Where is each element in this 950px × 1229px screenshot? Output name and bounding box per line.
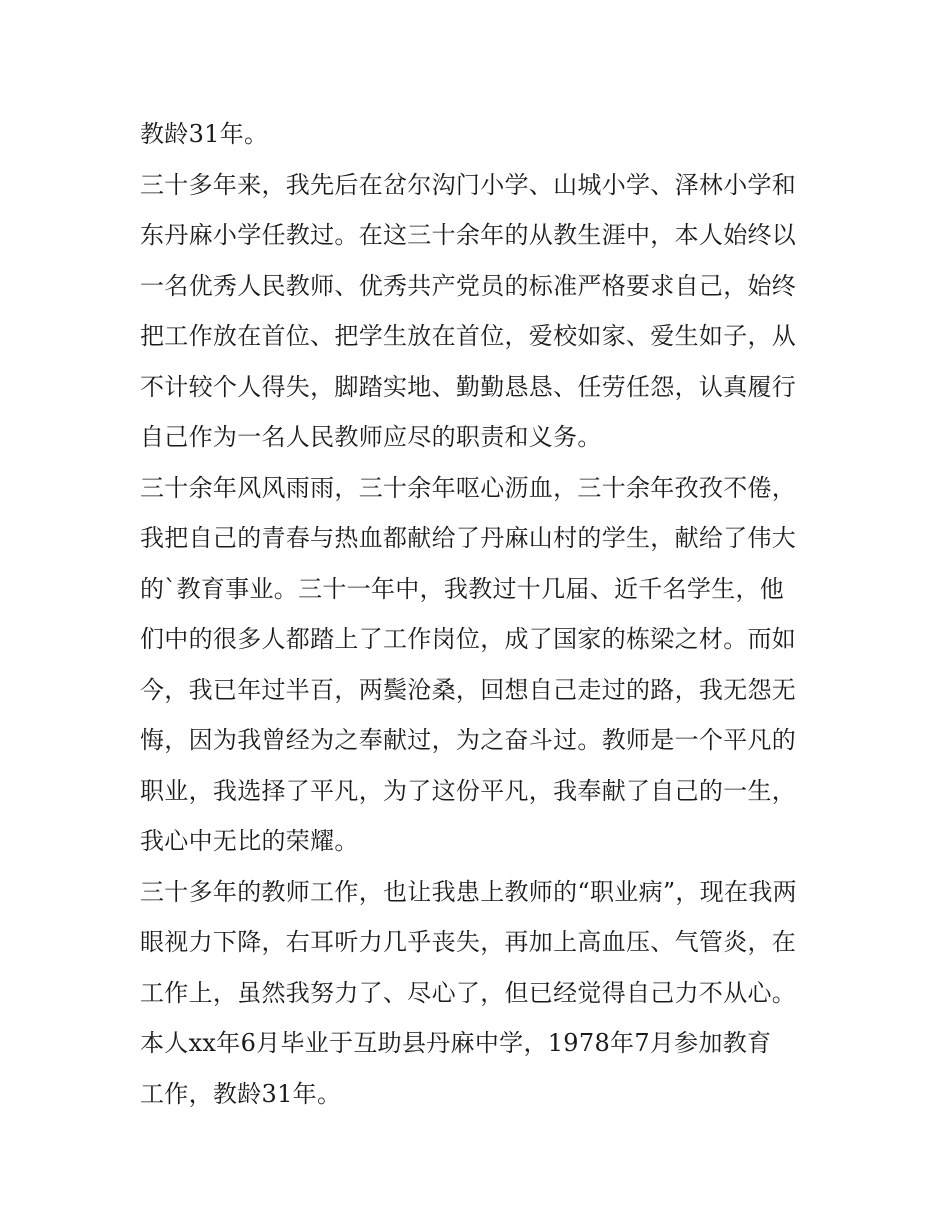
text-line: 工作上，虽然我努力了、尽心了，但已经觉得自己力不从心。 bbox=[140, 978, 797, 1007]
text-line: 不计较个人得失，脚踏实地、勤勤恳恳、任劳任怨，认真履行 bbox=[140, 372, 797, 401]
text-line: 的`教育事业。三十一年中，我教过十几届、近千名学生，他 bbox=[140, 574, 785, 603]
text-line: 我心中无比的荣耀。 bbox=[140, 827, 359, 855]
text-line: 今，我已年过半百，两鬓沧桑，回想自己走过的路，我无怨无 bbox=[140, 675, 797, 704]
text-line: 眼视力下降，右耳听力几乎丧失，再加上高血压、气管炎，在 bbox=[140, 928, 797, 956]
text-line: 我把自己的青春与热血都献给了丹麻山村的学生，献给了伟大 bbox=[140, 524, 797, 552]
text-line: 一名优秀人民教师、优秀共产党员的标准严格要求自己，始终 bbox=[140, 271, 797, 300]
text-line: 自己作为一名人民教师应尽的职责和义务。 bbox=[140, 423, 602, 451]
text-line: 工作，教龄31年。 bbox=[140, 1079, 342, 1108]
text-line: 职业，我选择了平凡，为了这份平凡，我奉献了自己的一生， bbox=[140, 776, 797, 805]
text-line: 本人xx年6月毕业于互助县丹麻中学，1978年7月参加教育 bbox=[140, 1029, 772, 1057]
text-line: 们中的很多人都踏上了工作岗位，成了国家的栋梁之材。而如 bbox=[140, 625, 797, 653]
text-line: 教龄31年。 bbox=[140, 120, 269, 148]
text-line: 把工作放在首位、把学生放在首位，爱校如家、爱生如子，从 bbox=[140, 322, 797, 350]
text-line: 三十多年来，我先后在岔尔沟门小学、山城小学、泽林小学和 bbox=[140, 170, 797, 199]
text-line: 东丹麻小学任教过。在这三十余年的从教生涯中，本人始终以 bbox=[140, 221, 797, 249]
text-line: 三十余年风风雨雨，三十余年呕心沥血，三十余年孜孜不倦， bbox=[140, 473, 797, 502]
text-line: 三十多年的教师工作，也让我患上教师的“职业病”，现在我两 bbox=[140, 877, 797, 906]
document-body bbox=[140, 109, 820, 1119]
text-line: 悔，因为我曾经为之奉献过，为之奋斗过。教师是一个平凡的 bbox=[140, 726, 797, 754]
